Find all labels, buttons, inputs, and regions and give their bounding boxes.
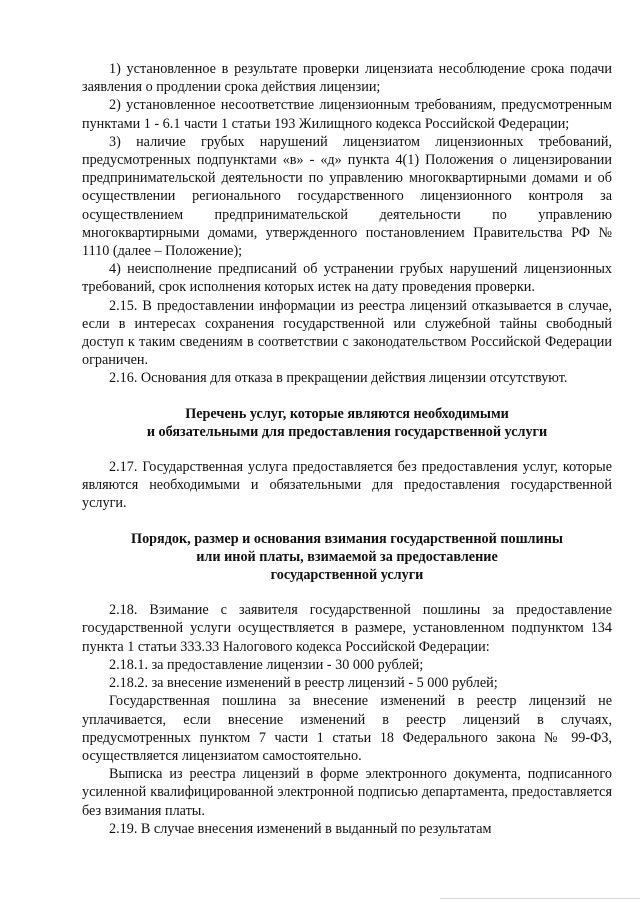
paragraph-2-18-2: 2.18.2. за внесение изменений в реестр лицензий - 5 000 рублей; <box>109 675 498 692</box>
paragraph-2-16: 2.16. Основания для отказа в прекращении действия лицензии отсутствуют. <box>109 370 568 387</box>
paragraph-registry-extract: Выписка из реестра лицензий в форме электронного документа, подписанного усиленной квалифицированной электронной подписью департамента, предоставляется без взимания платы. <box>82 766 612 819</box>
section-heading-services-line2: и обязательными для предоставления государственной услуги <box>146 423 548 440</box>
paragraph-2-15: 2.15. В предоставлении информации из реестра лицензий отказывается в случае, если в интересах сохранения государственной или служебной тайны свободный доступ к таким сведениям в соответствии с законодательством Российской Федерации ограничен. <box>82 297 612 369</box>
section-heading-fee <box>82 530 612 585</box>
section-heading-services <box>82 405 612 441</box>
paragraph-2-18: 2.18. Взимание с заявителя государственной пошлины за предоставление государственной услуги осуществляется в размере, установленном подпунктом 134 пункта 1 статьи 333.33 Налогового кодекса Российской Федерации: <box>82 602 612 655</box>
paragraph-2-17: 2.17. Государственная услуга предоставляется без предоставления услуг, которые являются необходимыми и обязательными для предоставления государственной услуги. <box>82 459 612 512</box>
paragraph-fee-exemption: Государственная пошлина за внесение изменений в реестр лицензий не уплачивается, если внесение изменений в реестр лицензий в случаях, предусмотренных пунктом 7 части 1 статьи 18 Федерального закона № 99-ФЗ, осуществляется лицензиатом самостоятельно. <box>82 693 612 764</box>
section-heading-fee-line1: Порядок, размер и основания взимания государственной пошлины <box>131 530 563 547</box>
page-edge-line <box>440 898 640 899</box>
paragraph-2-19: 2.19. В случае внесения изменений в выданный по результатам <box>109 820 492 837</box>
paragraph-2-18-1: 2.18.1. за предоставление лицензии - 30 000 рублей; <box>109 656 424 673</box>
paragraph-item-4: 4) неисполнение предписаний об устранении грубых нарушений лицензионных требований, срок исполнения которых истек на дату проведения проверки. <box>82 261 612 296</box>
document-body <box>82 60 612 838</box>
paragraph-item-1: 1) установленное в результате проверки лицензиата несоблюдение срока подачи заявления о продлении срока действия лицензии; <box>82 61 612 96</box>
section-heading-services-line1: Перечень услуг, которые являются необходимыми <box>185 405 509 422</box>
paragraph-item-3: 3) наличие грубых нарушений лицензиатом лицензионных требований, предусмотренных подпунктами «в» - «д» пункта 4(1) Положения о лицензировании предпринимательской деятельности по управлению многоквартирными домами и об осуществлении регионального государственного лицензионного контроля за осуществлением предпринимательской деятельности по управлению многоквартирными домами, утвержденного постановлением Правительства РФ № 1110 (далее – Положение); <box>82 133 612 260</box>
section-heading-fee-line2: или иной платы, взимаемой за предоставление <box>196 548 498 565</box>
paragraph-item-2: 2) установленное несоответствие лицензионным требованиям, предусмотренным пунктами 1 - 6.1 части 1 статьи 193 Жилищного кодекса Российской Федерации; <box>82 97 612 132</box>
section-heading-fee-line3: государственной услуги <box>270 567 424 584</box>
